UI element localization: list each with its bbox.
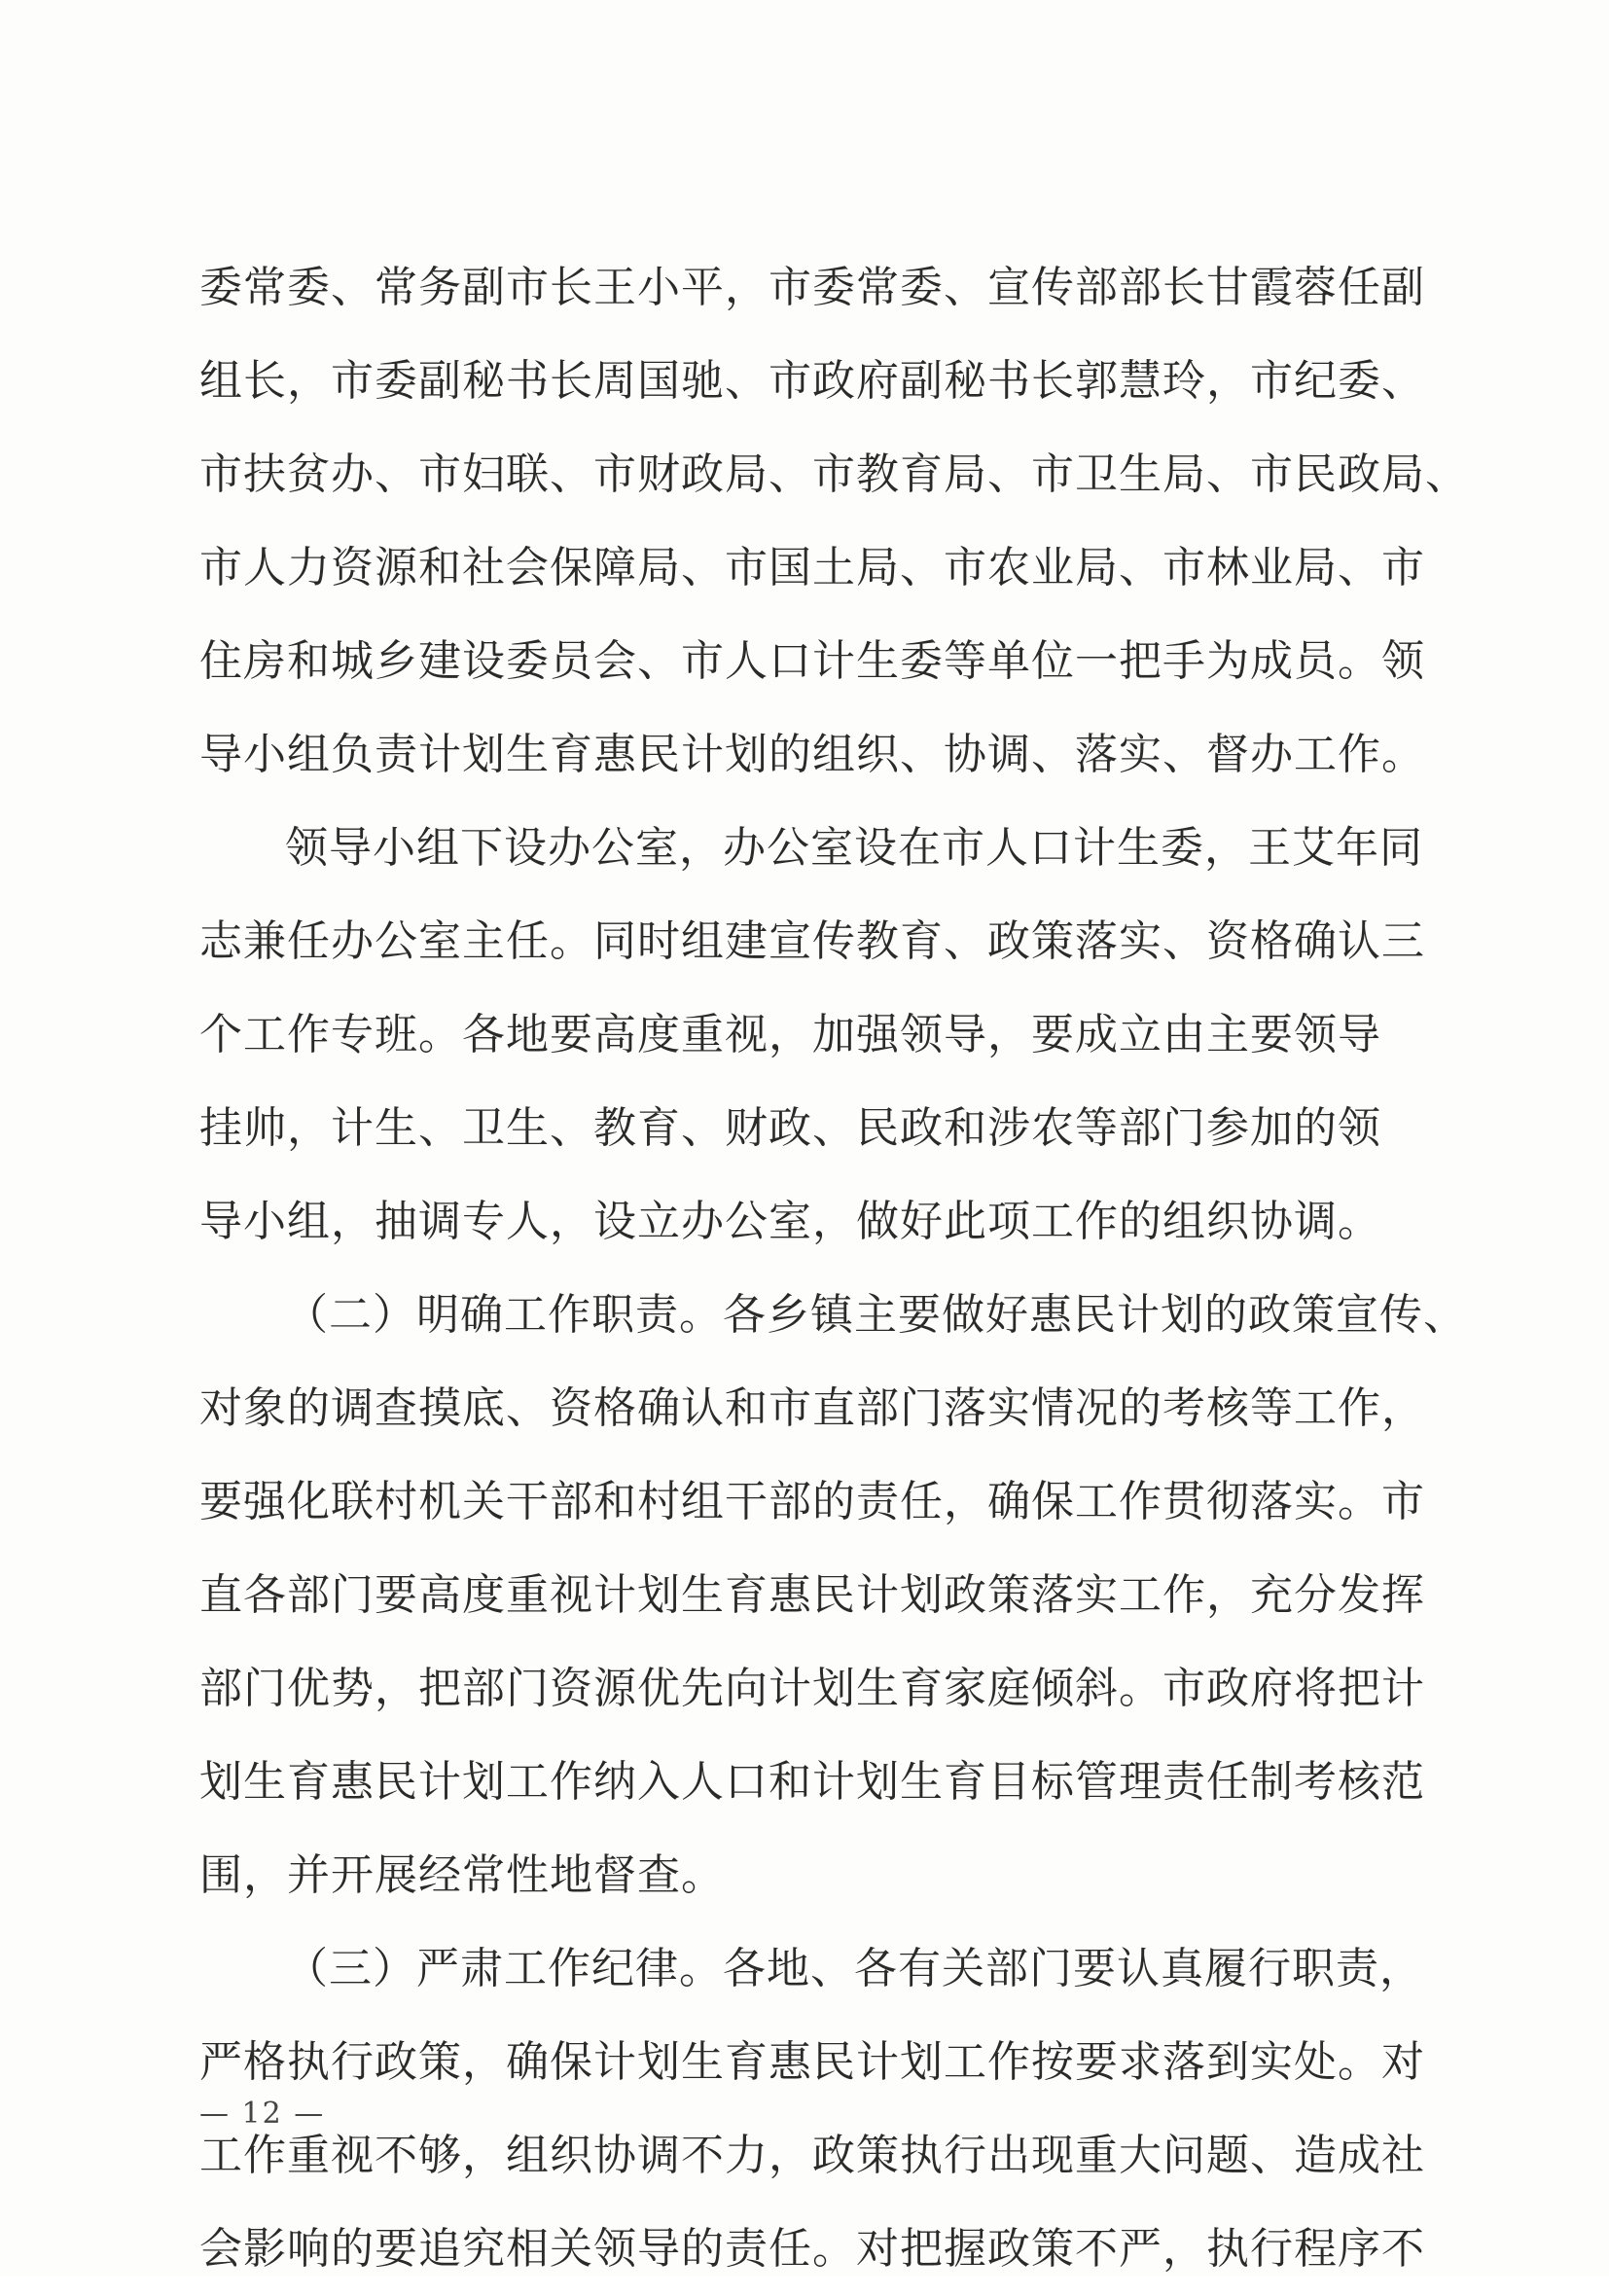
- text-line: （三）严肃工作纪律。各地、各有关部门要认真履行职责，: [285, 1944, 1423, 1993]
- text-line: 要强化联村机关干部和村组干部的责任，确保工作贯彻落实。市: [199, 1477, 1425, 1526]
- text-line: 组长，市委副秘书长周国驰、市政府副秘书长郭慧玲，市纪委、: [199, 356, 1425, 406]
- text-line: 住房和城乡建设委员会、市人口计生委等单位一把手为成员。领: [199, 636, 1425, 686]
- text-line: （二）明确工作职责。各乡镇主要做好惠民计划的政策宣传、: [285, 1290, 1467, 1340]
- text-line: 导小组，抽调专人，设立办公室，做好此项工作的组织协调。: [199, 1197, 1381, 1246]
- text-line: 工作重视不够，组织协调不力，政策执行出现重大问题、造成社: [199, 2131, 1425, 2180]
- text-line: 市人力资源和社会保障局、市国土局、市农业局、市林业局、市: [199, 543, 1425, 592]
- paragraph-4: [199, 1922, 1425, 2296]
- text-line: 领导小组下设办公室，办公室设在市人口计生委，王艾年同: [285, 823, 1423, 873]
- text-line: 志兼任办公室主任。同时组建宣传教育、政策落实、资格确认三: [199, 916, 1425, 966]
- page-number: — 12 —: [199, 2097, 326, 2131]
- paragraph-3: [199, 1269, 1467, 1922]
- paragraph-2: [199, 802, 1425, 1269]
- text-line: 对象的调查摸底、资格确认和市直部门落实情况的考核等工作，: [199, 1383, 1425, 1433]
- text-line: 导小组负责计划生育惠民计划的组织、协调、落实、督办工作。: [199, 730, 1425, 779]
- paragraph-1: [199, 241, 1469, 802]
- text-line: 围，并开展经常性地督查。: [199, 1850, 725, 1900]
- text-line: 市扶贫办、市妇联、市财政局、市教育局、市卫生局、市民政局、: [199, 449, 1469, 499]
- text-line: 部门优势，把部门资源优先向计划生育家庭倾斜。市政府将把计: [199, 1664, 1425, 1713]
- text-line: 严格执行政策，确保计划生育惠民计划工作按要求落到实处。对: [199, 2037, 1425, 2087]
- text-line: 挂帅，计生、卫生、教育、财政、民政和涉农等部门参加的领: [199, 1103, 1381, 1153]
- text-line: 直各部门要高度重视计划生育惠民计划政策落实工作，充分发挥: [199, 1570, 1425, 1620]
- text-line: 个工作专班。各地要高度重视，加强领导，要成立由主要领导: [199, 1010, 1381, 1059]
- text-line: 划生育惠民计划工作纳入人口和计划生育目标管理责任制考核范: [199, 1757, 1425, 1807]
- text-line: 会影响的要追究相关领导的责任。对把握政策不严，执行程序不: [199, 2224, 1425, 2274]
- text-line: 委常委、常务副市长王小平，市委常委、宣传部部长甘霞蓉任副: [199, 263, 1425, 312]
- document-body: [199, 241, 1469, 2296]
